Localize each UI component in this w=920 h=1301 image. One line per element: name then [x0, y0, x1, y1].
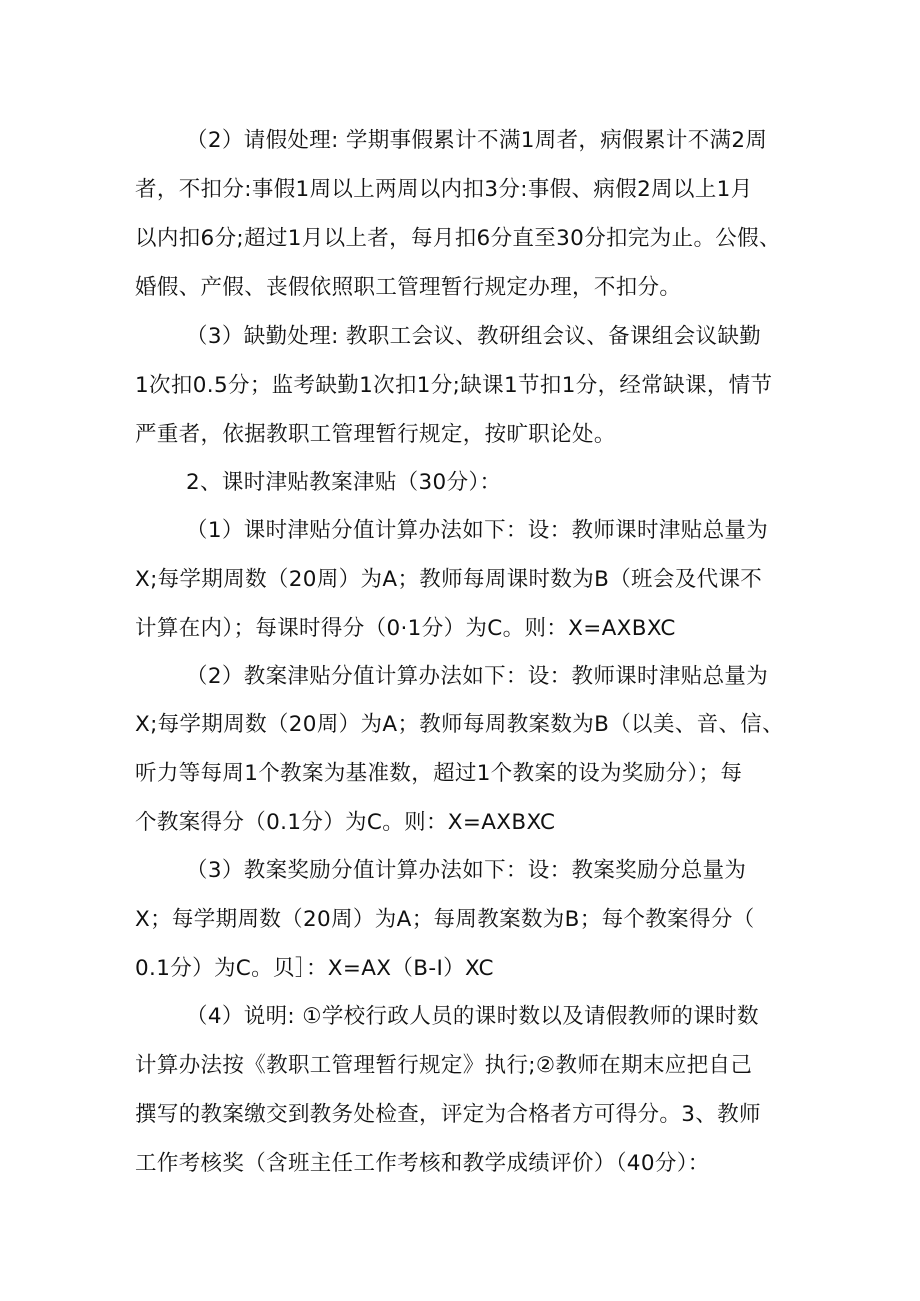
- text-line: （1）课时津贴分值计算办法如下：设：教师课时津贴总量为: [186, 518, 769, 543]
- text-line: 计算在内）；每课时得分（0·1分）为C。则：X=AXBXC: [135, 616, 676, 641]
- text-line: （3）缺勤处理: 教职工会议、教研组会议、备课组会议缺勤: [186, 324, 762, 349]
- text-line: 以内扣6分;超过1月以上者，每月扣6分直至30分扣完为止。公假、: [135, 226, 781, 251]
- text-line: 婚假、产假、丧假依照职工管理暂行规定办理，不扣分。: [135, 275, 682, 300]
- text-line: 1次扣0.5分；监考缺勤1次扣1分;缺课1节扣1分，经常缺课，情节: [135, 373, 773, 398]
- text-line: 0.1分）为C。贝］：X=AX（B-I）XC: [135, 956, 494, 981]
- text-line: 撰写的教案缴交到教务处检查，评定为合格者方可得分。3、教师: [135, 1102, 761, 1127]
- text-line: （4）说明: ①学校行政人员的课时数以及请假教师的课时数: [186, 1004, 759, 1029]
- text-line: X;每学期周数（20周）为A；教师每周教案数为B（以美、音、信、: [135, 712, 784, 737]
- section-heading: 2、课时津贴教案津贴（30分）：: [186, 470, 502, 495]
- text-line: 者，不扣分:事假1周以上两周以内扣3分:事假、病假2周以上1月: [135, 177, 753, 202]
- text-line: 计算办法按《教职工管理暂行规定》执行;②教师在期末应把自己: [135, 1053, 753, 1078]
- text-line: （2）请假处理: 学期事假累计不满1周者，病假累计不满2周: [186, 128, 768, 153]
- text-line: X;每学期周数（20周）为A；教师每周课时数为B（班会及代课不: [135, 567, 763, 592]
- text-line: （3）教案奖励分值计算办法如下：设：教案奖励分总量为: [186, 858, 747, 883]
- text-line: 听力等每周1个教案为基准数，超过1个教案的设为奖励分）；每: [135, 761, 743, 786]
- text-line: 个教案得分（0.1分）为C。则：X=AXBXC: [135, 810, 556, 835]
- text-line: 严重者，依据教职工管理暂行规定，按旷职论处。: [135, 422, 616, 447]
- text-line: 工作考核奖（含班主任工作考核和教学成绩评价）（40分）：: [135, 1151, 710, 1176]
- text-line: （2）教案津贴分值计算办法如下：设：教师课时津贴总量为: [186, 664, 769, 689]
- text-line: X；每学期周数（20周）为A；每周教案数为B；每个教案得分（: [135, 907, 755, 932]
